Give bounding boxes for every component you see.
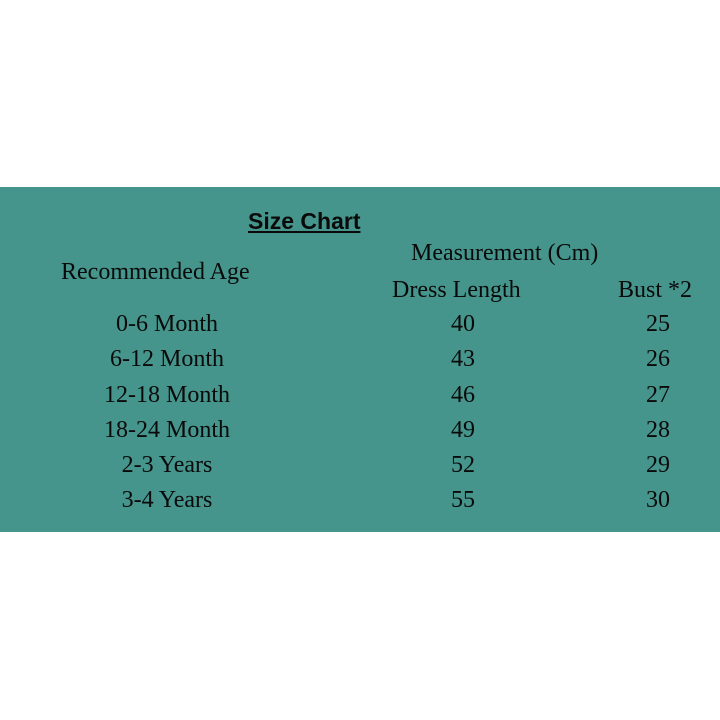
bust-cell: 29 bbox=[646, 452, 670, 479]
dress-length-cell: 52 bbox=[451, 452, 475, 479]
header-bust: Bust *2 bbox=[618, 277, 693, 303]
table-row bbox=[0, 380, 720, 415]
dress-length-cell: 55 bbox=[451, 487, 475, 514]
table-row bbox=[0, 450, 720, 485]
table-row bbox=[0, 344, 720, 379]
dress-length-cell: 46 bbox=[451, 381, 475, 408]
bust-cell: 25 bbox=[646, 311, 670, 337]
header-dress-length: Dress Length bbox=[392, 277, 521, 303]
dress-length-cell: 49 bbox=[451, 416, 475, 443]
size-chart-title: Size Chart bbox=[248, 208, 361, 234]
age-cell: 0-6 Month bbox=[116, 311, 218, 337]
age-cell: 3-4 Years bbox=[121, 487, 213, 514]
dress-length-cell: 43 bbox=[451, 346, 475, 373]
table-row bbox=[0, 415, 720, 450]
age-cell: 12-18 Month bbox=[104, 381, 230, 408]
bust-cell: 26 bbox=[646, 346, 670, 373]
bust-cell: 27 bbox=[646, 381, 670, 408]
age-cell: 2-3 Years bbox=[121, 452, 213, 479]
dress-length-cell: 40 bbox=[451, 311, 475, 337]
header-recommended-age: Recommended Age bbox=[61, 259, 250, 285]
age-cell: 6-12 Month bbox=[110, 346, 224, 373]
size-table-body bbox=[0, 309, 720, 521]
table-row bbox=[0, 485, 720, 520]
table-row bbox=[0, 309, 720, 344]
age-cell: 18-24 Month bbox=[104, 416, 230, 443]
bust-cell: 28 bbox=[646, 416, 670, 443]
header-measurement: Measurement (Cm) bbox=[411, 240, 599, 266]
bust-cell: 30 bbox=[646, 487, 670, 514]
